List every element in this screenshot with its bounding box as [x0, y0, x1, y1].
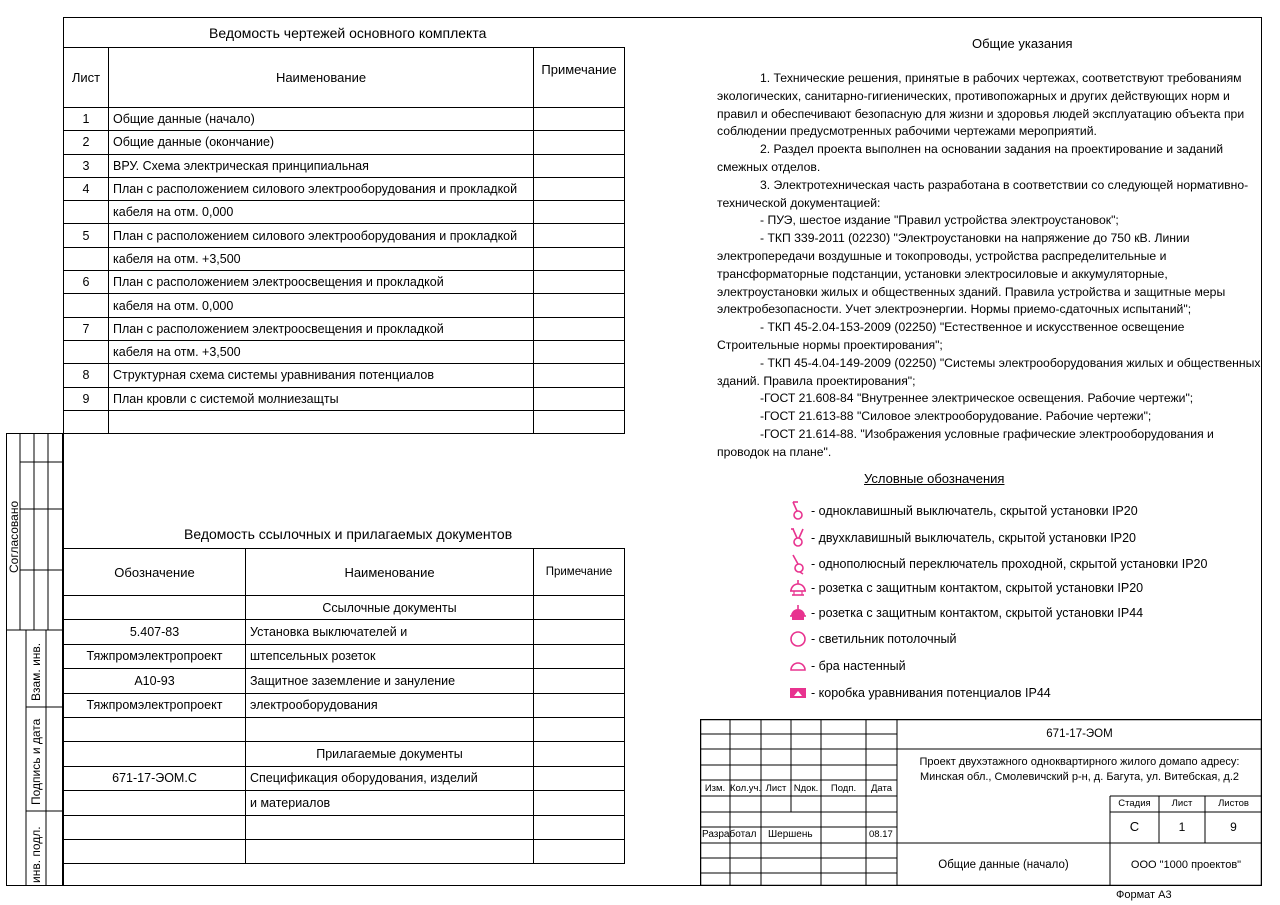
legend-item: [789, 553, 1207, 575]
ref-docs-table: [63, 548, 625, 864]
table-row: [64, 271, 625, 294]
table-row: [64, 364, 625, 387]
sheet-label: Лист: [1171, 798, 1193, 809]
sheet-number-cell: [64, 410, 109, 433]
table-row: [64, 201, 625, 224]
legend-label: - двухклавишный выключатель, скрытой установки IP20: [811, 531, 1137, 545]
table-row: [64, 224, 625, 247]
legend-item: [789, 657, 906, 675]
ref-note-cell: [534, 717, 625, 741]
project-line-1: Проект двухэтажного одноквартирного жилого домапо адресу:: [919, 756, 1240, 768]
sheet-name-cell: План кровли с системой молниезащты: [109, 387, 534, 410]
col-ndoc: Nдок.: [793, 783, 819, 794]
ref-note-cell: [534, 644, 625, 668]
ref-note-cell: [534, 766, 625, 790]
legend-label: - розетка с защитным контактом, скрытой установки IP20: [811, 581, 1144, 595]
sheet-name-cell: кабеля на отм. +3,500: [109, 247, 534, 270]
legend-label: - коробка уравнивания потенциалов IP44: [811, 686, 1051, 700]
ref-code-cell: [64, 791, 246, 815]
ref-docs-title: Ведомость ссылочных и прилагаемых документов: [184, 526, 513, 542]
ref-code-cell: [64, 815, 246, 839]
sheet-name-cell: План с расположением электроосвещения и прокладкой: [109, 317, 534, 340]
col-header-note: Примечание: [534, 48, 625, 108]
ref-name-cell: штепсельных розеток: [246, 644, 534, 668]
sheet-name-cell: кабеля на отм. +3,500: [109, 340, 534, 363]
note-paragraph: 3. Электротехническая часть разработана в соответствии со следующей нормативно-технической документацией:: [717, 177, 1249, 210]
ref-code-cell: 671-17-ЭОМ.С: [64, 766, 246, 790]
table-row: [64, 791, 625, 815]
ref-name-cell: электрооборудования: [246, 693, 534, 717]
format-label: Формат А3: [1116, 889, 1172, 901]
general-notes: [717, 70, 1261, 462]
legend-item: [789, 630, 956, 648]
ref-name-cell: и материалов: [246, 791, 534, 815]
sheet-number-cell: 6: [64, 271, 109, 294]
legend-item: [789, 527, 1136, 549]
legend-label: - одноклавишный выключатель, скрытой установки IP20: [811, 504, 1138, 518]
side-agreed: Согласовано: [7, 500, 21, 573]
company-name: ООО "1000 проектов": [1130, 858, 1242, 871]
title-block: [700, 719, 1262, 886]
legend-title: Условные обозначения: [864, 471, 1005, 486]
ref-name-cell: [246, 815, 534, 839]
sheet-number-cell: [64, 247, 109, 270]
table-row: [64, 742, 625, 766]
ref-name-cell: [246, 717, 534, 741]
ref-note-cell: [534, 815, 625, 839]
col-header-code: Обозначение: [64, 549, 246, 596]
ref-note-cell: [534, 620, 625, 644]
sheet-name-cell: кабеля на отм. 0,000: [109, 201, 534, 224]
col-header-ref-name: Наименование: [246, 549, 534, 596]
wall-lamp-icon: [789, 657, 807, 675]
socket-ip44-icon: [789, 604, 807, 622]
ref-code-cell: [64, 596, 246, 620]
switch-passthrough-icon: [789, 553, 807, 575]
sheet-number-cell: 3: [64, 154, 109, 177]
table-row: [64, 340, 625, 363]
sheet-number-cell: 7: [64, 317, 109, 340]
ref-name-cell: Ссылочные документы: [246, 596, 534, 620]
sheet-number-cell: 9: [64, 387, 109, 410]
col-podp: Подп.: [830, 783, 857, 794]
ref-note-cell: [534, 839, 625, 863]
stage-value: С: [1129, 819, 1140, 834]
legend-label: - светильник потолочный: [811, 632, 957, 646]
sheet-note-cell: [534, 364, 625, 387]
sheet-note-cell: [534, 410, 625, 433]
table-row: [64, 815, 625, 839]
stage-label: Стадия: [1118, 798, 1151, 809]
sheets-value: 9: [1230, 820, 1237, 834]
sheet-note-cell: [534, 317, 625, 340]
legend-item: [789, 579, 1143, 597]
sheet-name-cell: План с расположением силового электрооборудования и прокладкой: [109, 177, 534, 200]
ref-name-cell: [246, 839, 534, 863]
side-replace-inv: Взам. инв.: [29, 642, 43, 701]
sheet-note-cell: [534, 271, 625, 294]
ref-code-cell: А10-93: [64, 669, 246, 693]
note-paragraph: 2. Раздел проекта выполнен на основании задания на проектирование и заданий смежных отделов.: [717, 142, 1224, 174]
sheet-number-cell: [64, 294, 109, 317]
ceiling-light-icon: [789, 630, 807, 648]
note-paragraph: -ГОСТ 21.614-88. "Изображения условные графические электрооборудования и проводок на плане".: [717, 426, 1214, 459]
note-paragraph: -ГОСТ 21.613-88 "Силовое электрооборудование. Рабочие чертежи";: [760, 409, 1152, 424]
sheet-note-cell: [534, 294, 625, 317]
col-list: Лист: [765, 783, 787, 794]
drawings-list-title: Ведомость чертежей основного комплекта: [209, 25, 487, 41]
developer-name: Шершень: [768, 829, 813, 840]
sheet-note-cell: [534, 224, 625, 247]
ref-note-cell: [534, 596, 625, 620]
ref-note-cell: [534, 693, 625, 717]
sheet-note-cell: [534, 154, 625, 177]
table-row: [64, 177, 625, 200]
sheet-note-cell: [534, 131, 625, 154]
ref-code-cell: [64, 742, 246, 766]
sheet-number-cell: [64, 340, 109, 363]
side-stamp: [6, 433, 63, 886]
sheet-name-cell: План с расположением силового электрооборудования и прокладкой: [109, 224, 534, 247]
notes-title: Общие указания: [972, 36, 1073, 51]
sheet-name-cell: Общие данные (начало): [109, 108, 534, 131]
sheet-note-cell: [534, 108, 625, 131]
table-row: [64, 154, 625, 177]
sheet-name-cell: кабеля на отм. 0,000: [109, 294, 534, 317]
ref-code-cell: [64, 717, 246, 741]
table-row: [64, 693, 625, 717]
legend-item: [789, 604, 1143, 622]
socket-ip20-icon: [789, 579, 807, 597]
sheet-number-cell: [64, 201, 109, 224]
col-header-sheet: Лист: [64, 48, 109, 108]
side-inv-orig: инв. подл.: [29, 826, 43, 883]
note-paragraph: - ТКП 339-2011 (02230) "Электроустановки на напряжение до 750 кВ. Линии электропередачи воздушные и токопроводы, устройства распределительные и трансформаторные подстанции, установки электросиловые и аккумуляторные, электроустановки жилых и общественных зданий. Правила устройства и защитные меры электробезопасности. Учет электроэнергии. Нормы приемо-сдаточных испытаний";: [717, 231, 1226, 317]
legend-label: - однополюсный переключатель проходной, скрытой установки IP20: [811, 557, 1208, 571]
legend-label: - бра настенный: [811, 659, 906, 673]
ref-code-cell: Тяжпромэлектропроект: [64, 644, 246, 668]
project-line-2: Минская обл., Смолевичский р-н, д. Багута, ул. Витебская, д.2: [919, 771, 1240, 783]
note-paragraph: 1. Технические решения, принятые в рабочих чертежах, соответствуют требованиям экологических, санитарно-гигиенических, противопожарных и других действующих норм и правил и обеспечивают безопасную для жизни и здоровья людей эксплуатацию объекта при соблюдении предусмотренных рабочими чертежами мероприятий.: [717, 71, 1245, 139]
ref-code-cell: 5.407-83: [64, 620, 246, 644]
ref-name-cell: Установка выключателей и: [246, 620, 534, 644]
sheets-label: Листов: [1218, 798, 1249, 809]
sheet-note-cell: [534, 177, 625, 200]
table-row: [64, 131, 625, 154]
ref-name-cell: Спецификация оборудования, изделий: [246, 766, 534, 790]
note-paragraph: - ПУЭ, шестое издание "Правил устройства электроустановок";: [760, 213, 1119, 228]
table-row: [64, 410, 625, 433]
sheet-note-cell: [534, 387, 625, 410]
ref-name-cell: Прилагаемые документы: [246, 742, 534, 766]
legend-item: [789, 686, 1051, 700]
ref-note-cell: [534, 791, 625, 815]
table-row: [64, 247, 625, 270]
sheet-number-cell: 2: [64, 131, 109, 154]
sheet-name-cell: ВРУ. Схема электрическая принципиальная: [109, 154, 534, 177]
sheet-note-cell: [534, 201, 625, 224]
table-row: [64, 387, 625, 410]
sheet-name-cell: [109, 410, 534, 433]
ref-code-cell: Тяжпромэлектропроект: [64, 693, 246, 717]
col-izm: Изм.: [704, 783, 726, 794]
sheet-name-cell: Структурная схема системы уравнивания потенциалов: [109, 364, 534, 387]
ref-code-cell: [64, 839, 246, 863]
sheet-number-cell: 8: [64, 364, 109, 387]
sheet-name-cell: План с расположением электроосвещения и прокладкой: [109, 271, 534, 294]
developed-label: Разработал: [702, 829, 757, 840]
sheet-note-cell: [534, 340, 625, 363]
table-row: [64, 620, 625, 644]
table-row: [64, 317, 625, 340]
table-row: [64, 294, 625, 317]
table-row: [64, 669, 625, 693]
table-row: [64, 644, 625, 668]
note-paragraph: - ТКП 45-4.04-149-2009 (02250) "Системы электрооборудования жилых и общественных зданий. Правила проектирования";: [717, 355, 1261, 388]
ref-note-cell: [534, 742, 625, 766]
legend-label: - розетка с защитным контактом, скрытой установки IP44: [811, 606, 1144, 620]
developed-date: 08.17: [869, 829, 893, 840]
col-header-ref-note: Примечание: [534, 549, 625, 596]
sheet-number-cell: 1: [64, 108, 109, 131]
doc-code: 671-17-ЭОМ: [1046, 728, 1113, 740]
sheet-number-cell: 5: [64, 224, 109, 247]
sheet-note-cell: [534, 247, 625, 270]
legend-item: [789, 500, 1138, 522]
col-header-name: Наименование: [109, 48, 534, 108]
sheet-value: 1: [1178, 820, 1186, 834]
table-row: [64, 717, 625, 741]
switch-single-icon: [789, 500, 807, 522]
ref-note-cell: [534, 669, 625, 693]
table-row: [64, 766, 625, 790]
col-data: Дата: [870, 783, 893, 794]
sheet-name-cell: Общие данные (окончание): [109, 131, 534, 154]
table-row: [64, 596, 625, 620]
table-row: [64, 108, 625, 131]
ref-name-cell: Защитное заземление и зануление: [246, 669, 534, 693]
table-row: [64, 839, 625, 863]
equipotential-box-icon: [789, 686, 807, 700]
col-kolvo: Кол.уч.: [730, 783, 762, 794]
side-sign-date: Подпись и дата: [29, 718, 43, 805]
note-paragraph: -ГОСТ 21.608-84 "Внутреннее электрическое освещения. Рабочие чертежи";: [760, 391, 1194, 406]
note-paragraph: - ТКП 45-2.04-153-2009 (02250) "Естественное и искусственное освещение Строительные нормы проектирования";: [717, 320, 1185, 352]
sheet-title: Общие данные (начало): [938, 858, 1069, 871]
drawings-list-table: [63, 47, 625, 434]
switch-double-icon: [789, 527, 807, 549]
sheet-number-cell: 4: [64, 177, 109, 200]
